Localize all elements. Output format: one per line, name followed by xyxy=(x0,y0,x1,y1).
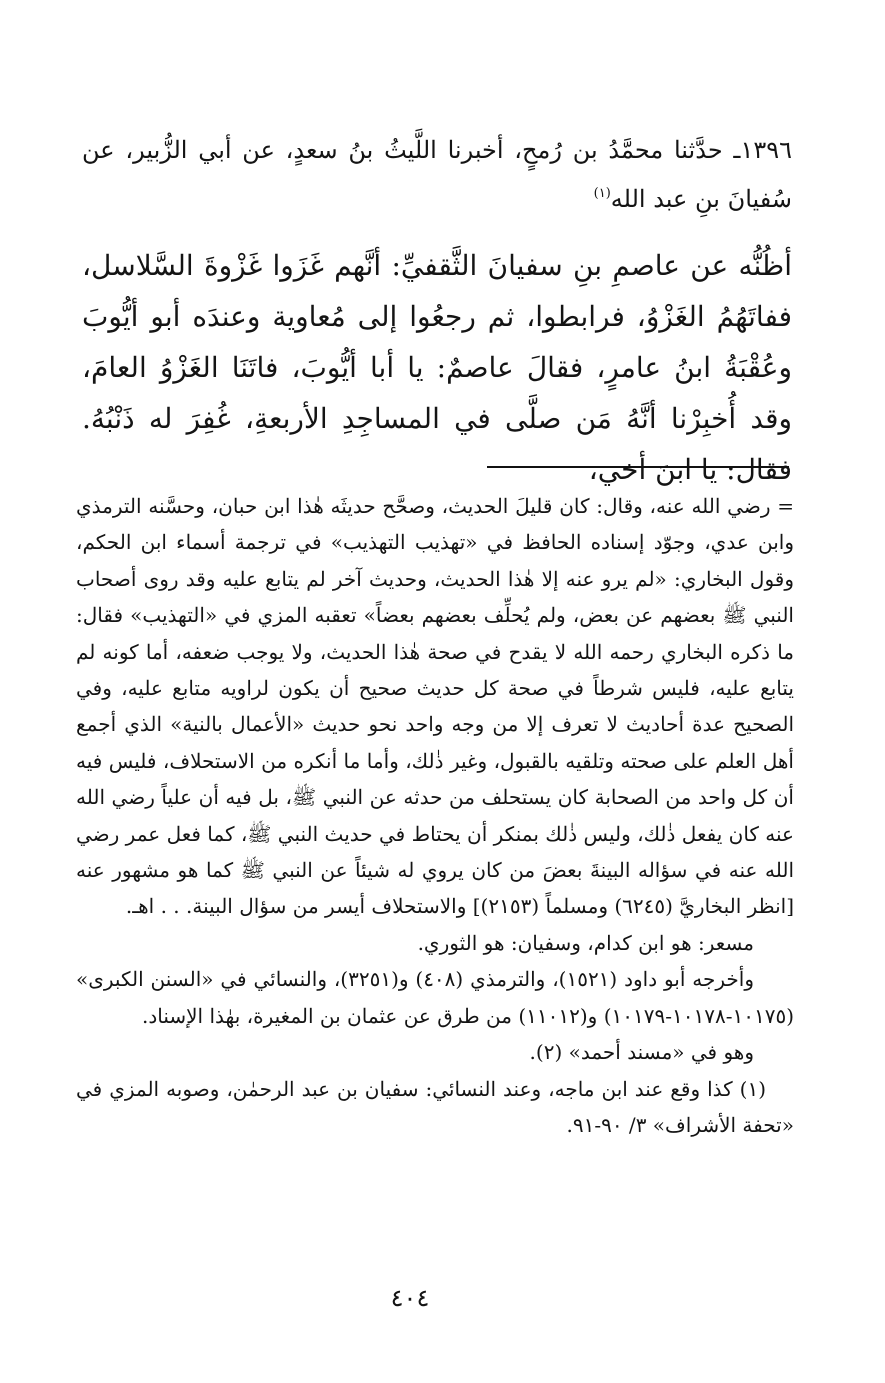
hadith-matn: أظُنُّه عن عاصمِ بنِ سفيانَ الثَّقفيِّ: أنَّهم غَزَوا غَزْوةَ السَّلاسل، ففاتَهُمُ الغَزْوُ، فرابطوا، ثم رجعُوا إلى مُعاوية وعندَه أبو أيُّوبَ وعُقْبَةُ ابنُ عامرٍ، فقالَ عاصمٌ: يا أبا أيُّوبَ، فاتَنَا الغَزْوُ العامَ، وقد أُخبِرْنا أنَّهُ مَن صلَّى في المساجِدِ الأربعةِ، غُفِرَ له ذَنْبُهُ. فقال: يا ابنَ أخي، xyxy=(82,249,792,486)
footnote-paragraph: وأخرجه أبو داود (١٥٢١)، والترمذي (٤٠٨) و(٣٢٥١)، والنسائي في «السنن الكبرى» (١٠١٧٥-١٠١٧٨-١٠١٧٩) و(١١٠١٢) من طرق عن عثمان بن المغيرة، بهٰذا الإسناد. xyxy=(76,967,794,1028)
isnad-text: ١٣٩٦ـ حدَّثنا محمَّدُ بن رُمحٍ، أخبرنا اللَّيثُ بنُ سعدٍ، عن أبي الزُّبير، عن سُفيانَ بنِ عبد الله xyxy=(82,136,792,213)
hadith-isnad xyxy=(82,128,792,221)
footnote-paragraph: وهو في «مسند أحمد» (٢). xyxy=(529,1040,754,1065)
footnote-1: (١) كذا وقع عند ابن ماجه، وعند النسائي: سفيان بن عبد الرحمٰن، وصوبه المزي في «تحفة الأشراف» ٣/ ٩٠-٩١. xyxy=(76,1076,794,1137)
footnote-separator xyxy=(487,466,789,468)
footnote-continuation: = رضي الله عنه، وقال: كان قليلَ الحديث، وصحَّح حديثَه هٰذا ابن حبان، وحسَّنه الترمذي وابن عدي، وجوّد إسناده الحافظ في «تهذيب التهذيب» في ترجمة أسماء ابن الحكم، وقول البخاري: «لم يرو عنه إلا هٰذا الحديث، وحديث آخر لم يتابع عليه وقد روى أصحاب النبي ﷺ بعضهم عن بعض، ولم يُحلِّف بعضهم بعضاً» تعقبه المزي في «التهذيب» فقال: ما ذكره البخاري رحمه الله لا يقدح في صحة هٰذا الحديث، ولا يوجب ضعفه، أما كونه لم يتابع عليه، فليس شرطاً في صحة كل حديث صحيح أن يكون لراويه متابع عليه، وفي الصحيح عدة أحاديث لا تعرف إلا من وجه واحد نحو حديث «الأعمال بالنية» الذي أجمع أهل العلم على صحته وتلقيه بالقبول، وغير ذٰلك، وأما ما أنكره من الاستحلاف، فليس فيه أن كل واحد من الصحابة كان يستحلف من حدثه عن النبي ﷺ، بل فيه أن علياً رضي الله عنه كان يفعل ذٰلك، وليس ذٰلك بمنكر أن يحتاط في حديث النبي ﷺ، كما فعل عمر رضي الله عنه في سؤاله البينةَ بعضَ من كان يروي له شيئاً عن النبي ﷺ كما هو مشهور عنه [انظر البخاريَّ (٦٢٤٥) ومسلماً (٢١٥٣)] والاستحلاف أيسر من سؤال البينة. . . اهـ. xyxy=(76,494,794,919)
footnotes-section xyxy=(76,488,794,1143)
page-number: ٤٠٤ xyxy=(390,1284,430,1312)
footnote-marker: (١) xyxy=(593,186,611,201)
footnote-paragraph: مسعر: هو ابن كدام، وسفيان: هو الثوري. xyxy=(417,930,754,955)
